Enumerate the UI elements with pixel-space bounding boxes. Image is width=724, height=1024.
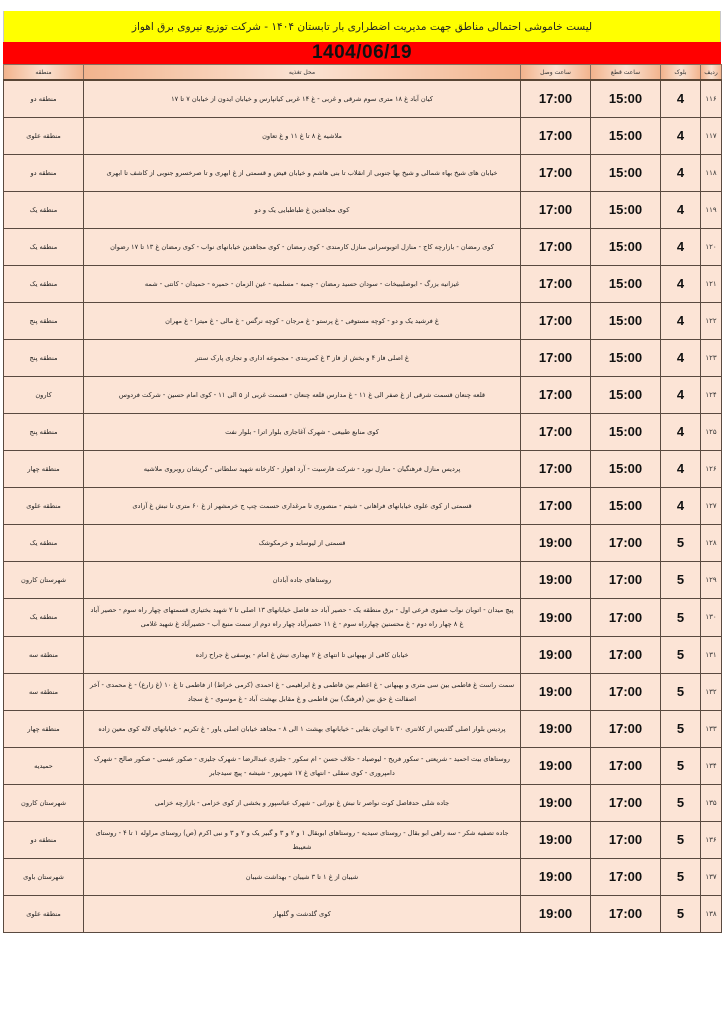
- block-cell: 4: [661, 191, 701, 228]
- row-number-cell: ۱۲۲: [701, 302, 722, 339]
- region-cell: منطقه پنج: [4, 413, 84, 450]
- table-row: [4, 154, 722, 191]
- region-cell: منطقه دو: [4, 821, 84, 858]
- table-row: [4, 487, 722, 524]
- connect-time-cell: 19:00: [521, 673, 591, 710]
- region-cell: منطقه یک: [4, 265, 84, 302]
- row-number-cell: ۱۲۰: [701, 228, 722, 265]
- connect-time-cell: 19:00: [521, 821, 591, 858]
- region-cell: منطقه چهار: [4, 710, 84, 747]
- connect-time-cell: 19:00: [521, 784, 591, 821]
- block-cell: 4: [661, 339, 701, 376]
- cut-time-cell: 15:00: [591, 376, 661, 413]
- region-cell: منطقه علوی: [4, 117, 84, 154]
- region-cell: کارون: [4, 376, 84, 413]
- region-cell: منطقه یک: [4, 524, 84, 561]
- region-cell: منطقه علوی: [4, 895, 84, 932]
- block-cell: 5: [661, 858, 701, 895]
- block-cell: 4: [661, 154, 701, 191]
- region-cell: منطقه سه: [4, 673, 84, 710]
- block-cell: 5: [661, 747, 701, 784]
- location-cell: شیبان از غ ۱ تا ۳ شیبان - بهداشت شیبان: [84, 858, 521, 895]
- region-cell: حمیدیه: [4, 747, 84, 784]
- table-row: [4, 858, 722, 895]
- outage-table: [3, 64, 722, 933]
- location-cell: غ اصلی فاز ۴ و بخش از فاز ۳ غ کمربندی - مجموعه اداری و تجاری پارک سنتر: [84, 339, 521, 376]
- table-row: [4, 265, 722, 302]
- connect-time-cell: 17:00: [521, 487, 591, 524]
- region-cell: منطقه دو: [4, 154, 84, 191]
- row-number-cell: ۱۱۸: [701, 154, 722, 191]
- cut-time-cell: 15:00: [591, 228, 661, 265]
- location-cell: کوی رمضان - بازارچه کاج - منازل اتوبوسرانی منازل کارمندی - کوی رمضان - کوی مجاهدین خیابانهای نواب - کوی رمضان غ ۱۳ تا ۱۷ رضوان: [84, 228, 521, 265]
- location-cell: خیابان های شیخ بهاء شمالی و شیخ بها جنوبی از انقلاب تا بنی هاشم و خیابان فیض و قسمتی از غ ابهری و تا صرخسرو جنوبی از کاشف تا ابهری: [84, 154, 521, 191]
- cut-time-cell: 15:00: [591, 265, 661, 302]
- table-row: [4, 413, 722, 450]
- block-cell: 5: [661, 636, 701, 673]
- location-cell: جاده تصفیه شکر - سه راهی ابو بقال - روستای سیدیه - روستاهای ابوبقال ۱ و ۲ و ۳ و گبیر یک و ۲ و ۳ و نبی اکرم (ص) روستای مراوله ۱ تا ۴ - روستای شعیبط: [84, 821, 521, 858]
- region-cell: منطقه دو: [4, 80, 84, 117]
- connect-time-cell: 19:00: [521, 561, 591, 598]
- region-cell: منطقه پنج: [4, 302, 84, 339]
- region-cell: شهرستان کارون: [4, 561, 84, 598]
- cut-time-cell: 17:00: [591, 636, 661, 673]
- connect-time-cell: 17:00: [521, 117, 591, 154]
- page-title: لیست خاموشی احتمالی مناطق جهت مدیریت اضطراری بار تابستان ۱۴۰۴ - شرکت توزیع نیروی برق اهواز: [131, 20, 593, 33]
- block-cell: 4: [661, 376, 701, 413]
- cut-time-cell: 17:00: [591, 598, 661, 636]
- location-cell: خیابان کافی از بهبهانی تا انتهای غ ۲ بهداری نبش غ امام - یوسفی غ جراح زاده: [84, 636, 521, 673]
- connect-time-cell: 19:00: [521, 636, 591, 673]
- location-cell: روستاهای جاده آبادان: [84, 561, 521, 598]
- schedule-date: 1404/06/19: [311, 42, 413, 63]
- block-cell: 5: [661, 821, 701, 858]
- column-header-block: بلوک: [661, 65, 701, 81]
- block-cell: 5: [661, 784, 701, 821]
- cut-time-cell: 15:00: [591, 80, 661, 117]
- row-number-cell: ۱۳۷: [701, 858, 722, 895]
- cut-time-cell: 17:00: [591, 747, 661, 784]
- location-cell: روستاهای بیت احمید - شریعتی - سکور فریح - لیوصیاد - حلاف حسن - ام سکور - جلیزی عبدالرضا - شهرک جلیزی - صکور عیسی - صکور صالح - شهرک دامپروری - کوی سقلی - انتهای غ ۱۷ شهریور - شیشه - پیچ سیدجابر: [84, 747, 521, 784]
- column-header-region: منطقه: [4, 65, 84, 81]
- cut-time-cell: 15:00: [591, 154, 661, 191]
- table-row: [4, 450, 722, 487]
- table-row: [4, 821, 722, 858]
- row-number-cell: ۱۱۷: [701, 117, 722, 154]
- table-row: [4, 80, 722, 117]
- block-cell: 5: [661, 895, 701, 932]
- cut-time-cell: 15:00: [591, 339, 661, 376]
- location-cell: کوی گلدشت و گلبهار: [84, 895, 521, 932]
- row-number-cell: ۱۳۰: [701, 598, 722, 636]
- row-number-cell: ۱۲۴: [701, 376, 722, 413]
- connect-time-cell: 17:00: [521, 154, 591, 191]
- block-cell: 4: [661, 413, 701, 450]
- connect-time-cell: 17:00: [521, 376, 591, 413]
- table-row: [4, 117, 722, 154]
- region-cell: منطقه یک: [4, 598, 84, 636]
- column-header-connect-time: ساعت وصل: [521, 65, 591, 81]
- location-cell: غیزانیه بزرگ - ابوصلیبیخات - سودان حسید رمضان - چمبه - مسلمیه - عین الزمان - حمیره - حمیدان - کانتی - شمه: [84, 265, 521, 302]
- row-number-cell: ۱۲۸: [701, 524, 722, 561]
- cut-time-cell: 15:00: [591, 413, 661, 450]
- table-row: [4, 376, 722, 413]
- connect-time-cell: 17:00: [521, 339, 591, 376]
- row-number-cell: ۱۲۱: [701, 265, 722, 302]
- block-cell: 5: [661, 561, 701, 598]
- block-cell: 5: [661, 710, 701, 747]
- cut-time-cell: 17:00: [591, 561, 661, 598]
- location-cell: قلعه چنعان قسمت شرقی از غ صفر الی غ ۱۱ - غ مدارس قلعه چنعان - قسمت غربی از ۵ الی ۱۱ - کوی امام حسین - شرکت فردوس: [84, 376, 521, 413]
- connect-time-cell: 19:00: [521, 524, 591, 561]
- location-cell: ملاشیه غ ۸ تا غ ۱۱ و غ تعاون: [84, 117, 521, 154]
- location-cell: کوی مجاهدین غ طباطبایی یک و دو: [84, 191, 521, 228]
- table-row: [4, 228, 722, 265]
- table-row: [4, 747, 722, 784]
- table-row: [4, 636, 722, 673]
- cut-time-cell: 17:00: [591, 673, 661, 710]
- row-number-cell: ۱۲۵: [701, 413, 722, 450]
- location-cell: پردیس بلوار اصلی گلدیس از کلانتری ۳۰ تا اتوبان بقایی - خیابانهای بهشت ۱ الی ۸ - مجاهد خیابان اصلی یاور - غ تکریم - خیابانهای لاله کوی معین زاده: [84, 710, 521, 747]
- row-number-cell: ۱۲۹: [701, 561, 722, 598]
- table-row: [4, 895, 722, 932]
- block-cell: 4: [661, 302, 701, 339]
- table-row: [4, 524, 722, 561]
- region-cell: منطقه سه: [4, 636, 84, 673]
- table-row: [4, 784, 722, 821]
- cut-time-cell: 17:00: [591, 858, 661, 895]
- table-row: [4, 710, 722, 747]
- outage-schedule-sheet: [3, 11, 721, 933]
- connect-time-cell: 19:00: [521, 710, 591, 747]
- location-cell: جاده شلی حدفاصل کوت نواصر تا نبش غ نورانی - شهرک عباسپور و بخشی از کوی خزامی - بازارچه خزامی: [84, 784, 521, 821]
- region-cell: منطقه یک: [4, 228, 84, 265]
- connect-time-cell: 19:00: [521, 895, 591, 932]
- region-cell: منطقه پنج: [4, 339, 84, 376]
- table-row: [4, 191, 722, 228]
- table-body: [4, 80, 722, 932]
- table-row: [4, 598, 722, 636]
- region-cell: منطقه یک: [4, 191, 84, 228]
- location-cell: سمت راست غ فاطمی بین سی متری و بهبهانی - غ اعظم بین فاطمی و غ ابراهیمی - غ احمدی (کرمی خراط) از فاطمی تا غ ۱۰ (غ زارع) - غ محمدی - آخر اصفالت غ حق بین (فرهنگ) بین فاطمی و غ مقابل بهشت آباد - غ موسوی - غ سجاد: [84, 673, 521, 710]
- block-cell: 4: [661, 450, 701, 487]
- connect-time-cell: 19:00: [521, 858, 591, 895]
- connect-time-cell: 17:00: [521, 80, 591, 117]
- cut-time-cell: 17:00: [591, 821, 661, 858]
- block-cell: 4: [661, 228, 701, 265]
- cut-time-cell: 15:00: [591, 117, 661, 154]
- title-bar: [3, 11, 721, 42]
- table-row: [4, 561, 722, 598]
- column-header-row-no: ردیف: [701, 65, 722, 81]
- block-cell: 4: [661, 487, 701, 524]
- location-cell: کیان آباد غ ۱۸ متری سوم شرقی و غربی - غ ۱۴ غربی کیانپارس و خیابان ایدون از خیابان ۷ تا ۱۷: [84, 80, 521, 117]
- cut-time-cell: 17:00: [591, 710, 661, 747]
- cut-time-cell: 15:00: [591, 191, 661, 228]
- connect-time-cell: 19:00: [521, 747, 591, 784]
- table-row: [4, 673, 722, 710]
- table-row: [4, 339, 722, 376]
- connect-time-cell: 17:00: [521, 265, 591, 302]
- location-cell: پیچ میدان - اتوبان نواب صفوی فرعی اول - برق منطقه یک - حصیر آباد حد فاصل خیابانهای ۱۳ اصلی تا ۲ شهید بختیاری قسمتهای چهار راه سوم - حصیر آباد غ ۸ چهار راه دوم - غ محسنین چهارراه سوم - غ ۱۱ حصیرآباد چهار راه دوم از سمت منبع آب - حصیرآباد غ شهید غلامی: [84, 598, 521, 636]
- cut-time-cell: 17:00: [591, 524, 661, 561]
- row-number-cell: ۱۳۸: [701, 895, 722, 932]
- row-number-cell: ۱۳۲: [701, 673, 722, 710]
- block-cell: 5: [661, 673, 701, 710]
- location-cell: قسمتی از لیوسابد و خرمکوشک: [84, 524, 521, 561]
- connect-time-cell: 17:00: [521, 413, 591, 450]
- region-cell: منطقه چهار: [4, 450, 84, 487]
- row-number-cell: ۱۲۳: [701, 339, 722, 376]
- row-number-cell: ۱۳۳: [701, 710, 722, 747]
- column-header-cut-time: ساعت قطع: [591, 65, 661, 81]
- location-cell: غ فرشید یک و دو - کوچه مستوفی - غ پرستو - غ مرجان - کوچه نرگس - غ مالی - غ میترا - غ مهران: [84, 302, 521, 339]
- row-number-cell: ۱۳۱: [701, 636, 722, 673]
- location-cell: قسمتی از کوی علوی خیابانهای فراهانی - شیتم - منصوری تا مرغداری حسمت چپ ج خرمشهر از غ ۶۰ متری تا نبش غ آزادی: [84, 487, 521, 524]
- table-row: [4, 302, 722, 339]
- cut-time-cell: 17:00: [591, 784, 661, 821]
- row-number-cell: ۱۳۴: [701, 747, 722, 784]
- row-number-cell: ۱۲۶: [701, 450, 722, 487]
- row-number-cell: ۱۱۶: [701, 80, 722, 117]
- block-cell: 5: [661, 598, 701, 636]
- column-header-location: محل تغذیه: [84, 65, 521, 81]
- cut-time-cell: 15:00: [591, 450, 661, 487]
- location-cell: کوی منابع طبیعی - شهرک آغاجاری بلوار اترا - بلوار نفت: [84, 413, 521, 450]
- row-number-cell: ۱۳۵: [701, 784, 722, 821]
- block-cell: 4: [661, 265, 701, 302]
- row-number-cell: ۱۳۶: [701, 821, 722, 858]
- region-cell: شهرستان کارون: [4, 784, 84, 821]
- connect-time-cell: 17:00: [521, 191, 591, 228]
- block-cell: 4: [661, 80, 701, 117]
- cut-time-cell: 17:00: [591, 895, 661, 932]
- block-cell: 5: [661, 524, 701, 561]
- region-cell: منطقه علوی: [4, 487, 84, 524]
- region-cell: شهرستان باوی: [4, 858, 84, 895]
- cut-time-cell: 15:00: [591, 487, 661, 524]
- connect-time-cell: 17:00: [521, 228, 591, 265]
- connect-time-cell: 17:00: [521, 450, 591, 487]
- connect-time-cell: 17:00: [521, 302, 591, 339]
- location-cell: پردیس منازل فرهنگیان - منازل نورد - شرکت فارسیت - آرد اهواز - کارخانه شهید سلطانی - گریشان روبروی ملاشیه: [84, 450, 521, 487]
- connect-time-cell: 19:00: [521, 598, 591, 636]
- row-number-cell: ۱۱۹: [701, 191, 722, 228]
- cut-time-cell: 15:00: [591, 302, 661, 339]
- date-bar: [3, 42, 721, 64]
- row-number-cell: ۱۲۷: [701, 487, 722, 524]
- block-cell: 4: [661, 117, 701, 154]
